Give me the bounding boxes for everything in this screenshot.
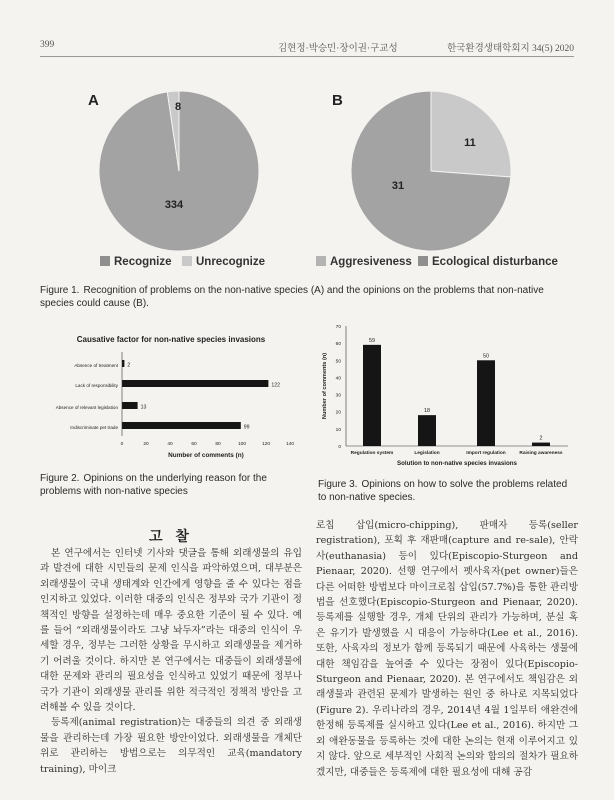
category-label: Indiscriminate pet trade [70, 425, 118, 430]
bar [532, 443, 550, 446]
pie-data-label: 334 [164, 199, 184, 211]
tick-label: 10 [335, 427, 341, 433]
tick-label: 120 [261, 442, 271, 447]
legend-label: Aggresiveness [330, 256, 412, 268]
figure2-caption-text: Opinions on the underlying reason for the problems with non-native species [40, 473, 267, 497]
data-label: 13 [140, 404, 147, 411]
y-axis-label: Number of comments (n) [322, 352, 328, 420]
bar-chart-solutions [316, 316, 578, 472]
tick-label: 60 [335, 342, 341, 348]
header-rule [40, 56, 574, 57]
pie-chart-problems [346, 86, 516, 256]
figure3-caption-number: Figure 3. [318, 479, 358, 490]
panel-b-label: B [332, 92, 343, 109]
figure3-caption-text: Opinions on how to solve the problems related to non-native species. [318, 479, 568, 503]
figure3-caption [318, 478, 576, 504]
tick-label: 40 [167, 442, 173, 447]
legend-recognize [100, 256, 172, 268]
data-label: 59 [369, 337, 375, 344]
chart-title: Causative factor for non-native species invasions [76, 335, 266, 344]
tick-label: 70 [335, 325, 341, 330]
legend-label: Ecological disturbance [432, 256, 558, 268]
section-title: 고 찰 [149, 529, 193, 545]
bar [477, 360, 495, 446]
category-label: Regulation system [350, 451, 394, 456]
category-label: Raising awareness [519, 451, 563, 456]
tick-label: 140 [285, 442, 295, 447]
legend-ecological [418, 256, 558, 268]
tick-label: 20 [335, 410, 341, 416]
legend-swatch [316, 256, 326, 266]
body-paragraph: 등록제(animal registration)는 대중들의 의견 중 외래생물을 관리하는데 가장 필요한 방안이었다. 외래생물을 개체단위로 관리하는 방법으로는 의무적인 교육(mandatory training), 마이크 [40, 717, 302, 775]
pie-data-label: 31 [391, 180, 405, 192]
pie-chart-recognition [94, 86, 264, 256]
running-header [40, 40, 574, 54]
header-journal: 한국환경생태학회지 34(5) 2020 [447, 44, 574, 54]
body-paragraph: 로칩 삽입(micro-chipping), 판매자 등록(seller registration), 포획 후 재판매(capture and re-sale), 안락사(euthanasia) 등이 있다(Episcopio-Sturgeon and Pienaar, 2020). 선행 연구에서 펫사육자(pet owner)들은 다른 어떠한 방법보다 마이크로칩 삽입(57.7%)을 통한 관리방법을 선호했다(Episcopio-Sturgeon and Pienaar, 2020). 등록제를 실행할 경우, 개체 단위의 관리가 가능하며, 분실 혹은 유기가 발생했을 시 대응이 가능하다(Lee et al., 2016). 또한, 사육자의 정보가 함께 등록되기 때문에 사육하는 생물에 대한 책임감을 높여줄 수 있다는 장점이 있다(Episcopio-Sturgeon and Pienaar, 2020). 본 연구에서도 책임감은 외래생물과 관련된 문제가 발생하는 원인 중 하나로 지목되었다(Figure 2). 우리나라의 경우, 2014년 4월 1일부터 애완견에 한정해 등록제를 실시하고 있다(Lee et al., 2016). 하지만 그 외 애완동물을 등록하는 것에 대한 논의는 현재 이루어지고 있지 않다. 앞으로 세부적인 사회적 논의와 합의의 절차가 필요하겠지만, 대중들은 등록제에 대한 필요성에 대해 공감 [316, 520, 578, 778]
bar [122, 360, 124, 367]
data-label: 122 [271, 382, 281, 389]
tick-label: 30 [335, 393, 341, 399]
tick-label: 50 [335, 359, 341, 365]
panel-a-label: A [88, 92, 99, 109]
body-column-left [40, 546, 302, 777]
category-label: Absence of relevant legislation [55, 405, 118, 410]
data-label: 18 [424, 408, 430, 415]
data-label: 50 [483, 353, 489, 360]
legend-swatch [100, 256, 110, 266]
bar [363, 345, 381, 446]
legend-swatch [182, 256, 192, 266]
bar [418, 415, 436, 446]
tick-label: 20 [143, 442, 149, 447]
x-axis-label: Solution to non-native species invasions [397, 460, 517, 467]
category-label: Lack of responsibility [75, 383, 118, 388]
legend-label: Recognize [114, 256, 172, 268]
figure1-caption [40, 284, 575, 310]
data-label: 99 [243, 424, 250, 431]
body-column-right [316, 518, 578, 780]
bar [122, 380, 268, 387]
figure1-legend [96, 256, 576, 274]
data-label: 2 [127, 362, 131, 369]
tick-label: 0 [120, 442, 124, 447]
tick-label: 100 [237, 442, 247, 447]
bar [122, 402, 138, 409]
header-authors: 김현정·박승민·장이권·구교성 [278, 44, 398, 54]
category-label: Legislation [414, 451, 440, 456]
tick-label: 40 [335, 376, 341, 382]
category-label: Import regulation [466, 451, 506, 456]
figure1-caption-number: Figure 1. [40, 285, 80, 296]
pie-data-label: 11 [464, 137, 476, 149]
category-label: Absence of treatment [74, 363, 118, 368]
legend-unrecognize [182, 256, 265, 268]
data-label: 2 [539, 435, 543, 442]
legend-swatch [418, 256, 428, 266]
tick-label: 80 [215, 442, 221, 447]
pie-data-label: 8 [174, 101, 182, 113]
figure1-caption-text: Recognition of problems on the non-native species (A) and the opinions on the problems that non-native species could cause (B). [40, 285, 544, 309]
x-axis-label: Number of comments (n) [168, 452, 244, 459]
figure2-caption [40, 472, 302, 498]
bar-chart-causative-factors [40, 328, 302, 464]
legend-aggresiveness [316, 256, 412, 268]
legend-label: Unrecognize [196, 256, 266, 268]
page-number: 399 [40, 40, 55, 50]
bar [122, 422, 241, 429]
body-paragraph: 본 연구에서는 인터넷 기사와 댓글을 통해 외래생물의 유입과 발견에 대한 시민들의 문제 인식을 파악하였으며, 대부분은 외래생물이 국내 생태계와 인간에게 영향을 줄 수 있다는 점을 인지하고 있었다. 이러한 대중의 인식은 정부와 국가 기관이 정책적인 방향을 설정하는데 매우 중요한 기준이 될 수 있다. 예를 들어 “외래생물이라도 그냥 놔두자”라는 대중의 인식이 우세할 경우, 정부는 그러한 상황을 무시하고 외래생물을 제거하기 어려울 것이다. 하지만 본 연구에서는 대중들이 외래생물에 대한 문제와 관리의 필요성을 인식하고 있었기 때문에 정부나 국가 기관이 외래생물 관리를 위한 적극적인 정책적 방안을 고려해볼 수 있을 것이다. [40, 548, 302, 714]
pie-slice [431, 91, 511, 177]
tick-label: 0 [338, 445, 341, 450]
figure2-caption-number: Figure 2. [40, 473, 80, 484]
tick-label: 60 [191, 442, 197, 447]
